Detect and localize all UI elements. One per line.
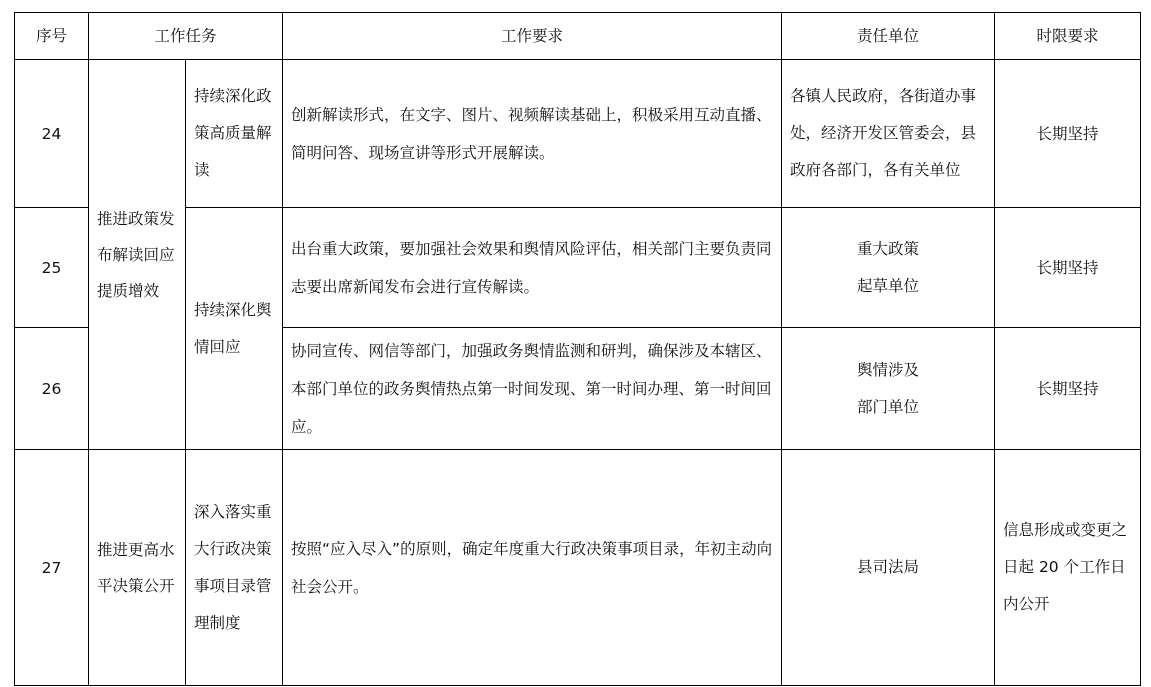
row-requirement: 协同宣传、网信等部门，加强政务舆情监测和研判，确保涉及本辖区、本部门单位的政务舆情热点第一时间发现、第一时间办理、第一时间回应。 bbox=[283, 328, 782, 450]
row-unit bbox=[782, 208, 995, 328]
row-seq: 26 bbox=[15, 328, 89, 450]
table-row bbox=[15, 60, 1141, 208]
row-unit-line: 起草单位 bbox=[857, 276, 920, 295]
row-requirement: 按照“应入尽入”的原则，确定年度重大行政决策事项目录，年初主动向社会公开。 bbox=[283, 450, 782, 686]
row-unit: 各镇人民政府，各街道办事处，经济开发区管委会，县政府各部门，各有关单位 bbox=[782, 60, 995, 208]
row-unit-line: 部门单位 bbox=[857, 397, 920, 416]
row-requirement: 出台重大政策，要加强社会效果和舆情风险评估，相关部门主要负责同志要出席新闻发布会进行宣传解读。 bbox=[283, 208, 782, 328]
row-seq: 27 bbox=[15, 450, 89, 686]
row-deadline: 长期坚持 bbox=[995, 208, 1141, 328]
row-deadline: 长期坚持 bbox=[995, 60, 1141, 208]
row-unit: 县司法局 bbox=[782, 450, 995, 686]
subtask-2: 持续深化舆情回应 bbox=[186, 208, 283, 450]
work-task-table bbox=[14, 12, 1141, 686]
row-seq: 24 bbox=[15, 60, 89, 208]
row-requirement: 创新解读形式，在文字、图片、视频解读基础上，积极采用互动直播、简明问答、现场宣讲等形式开展解读。 bbox=[283, 60, 782, 208]
row-deadline: 信息形成或变更之日起 20 个工作日内公开 bbox=[995, 450, 1141, 686]
task-group-1: 推进政策发布解读回应提质增效 bbox=[89, 60, 186, 450]
task-group-2: 推进更高水平决策公开 bbox=[89, 450, 186, 686]
row-unit-line: 重大政策 bbox=[857, 239, 920, 258]
header-unit: 责任单位 bbox=[782, 13, 995, 60]
header-seq: 序号 bbox=[15, 13, 89, 60]
row-seq: 25 bbox=[15, 208, 89, 328]
header-deadline: 时限要求 bbox=[995, 13, 1141, 60]
subtask-1: 持续深化政策高质量解读 bbox=[186, 60, 283, 208]
header-requirement: 工作要求 bbox=[283, 13, 782, 60]
row-unit-line: 舆情涉及 bbox=[857, 360, 920, 379]
table-row bbox=[15, 450, 1141, 686]
row-unit bbox=[782, 328, 995, 450]
header-row bbox=[15, 13, 1141, 60]
row-deadline: 长期坚持 bbox=[995, 328, 1141, 450]
header-task: 工作任务 bbox=[89, 13, 283, 60]
table-wrapper bbox=[14, 12, 1141, 686]
subtask-3: 深入落实重大行政决策事项目录管理制度 bbox=[186, 450, 283, 686]
